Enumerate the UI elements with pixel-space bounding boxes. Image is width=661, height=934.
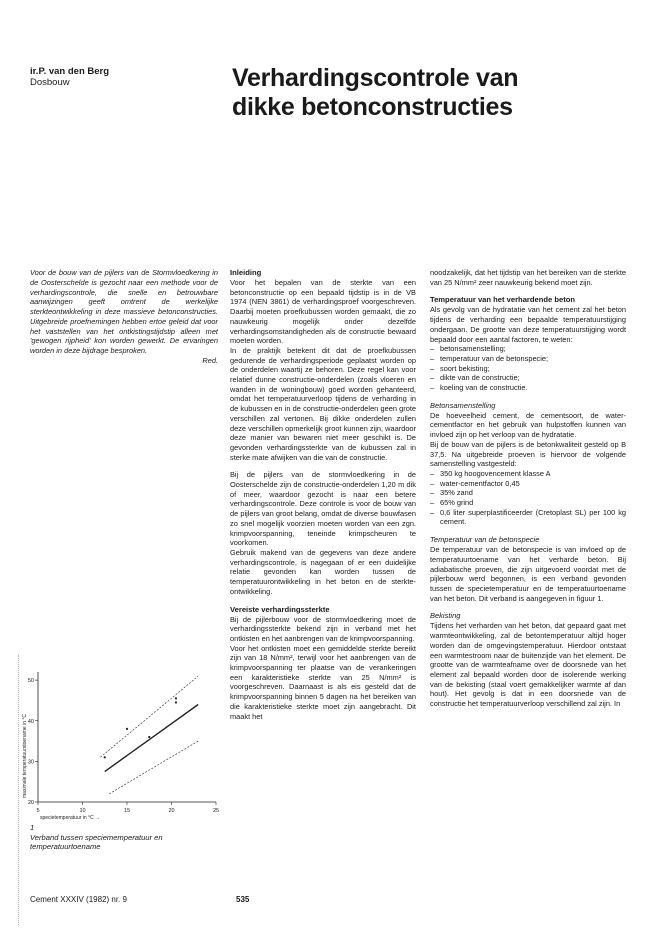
x-tick-label: 20 [168, 808, 175, 814]
paragraph: Bij de pijlerbouw voor de stormvloedkering moet de verhardingssterkte bekend zijn in verband met het ontkisten en het aanbrengen van de krimpvoorspanning. [230, 614, 416, 643]
column-2 [230, 268, 416, 721]
paragraph: Tijdens het verharden van het beton, dat gepaard gaat met warmteontwikkeling, zal de betontemperatuur altijd hoger worden dan de omgevingstemperatuur. Hierdoor ontstaat een warmtestroom naar de buitenzijde van het element. De grootte van de warmteafname over de doorsnede van het element zal bepaald worden door de isolerende werking van de bekisting (staal voert gemakkelijker warmte af dan hout). Het gevolg is dat in een doorsnede van de constructie het temperatuurverloop verschillend zal zijn. In [430, 621, 626, 709]
list-item: – water-cementfactor 0,45 [430, 479, 626, 489]
intro-text: Voor de bouw van de pijlers van de Stormvloedkering in de Oosterschelde is gezocht naar een methode voor de verhardingscontrole, die snelle en betrouwbare aanwijzingen geeft omtrent de werkelijke sterkteontwikkeling in deze massieve betonconstructies. Uitgebreide proefnemingen hebben ertoe geleid dat voor het vaststellen van het ontkistingstijdstip alleen met 'gewogen rijpheid' kon worden gewerkt. De ervaringen worden in deze bijdrage besproken. [30, 268, 218, 355]
article-title [232, 64, 632, 122]
paragraph: Als gevolg van de hydratatie van het cement zal het beton tijdens de verharding een bepaalde temperatuurstijging ondergaan. De grootte van deze temperatuurstijging wordt bepaald door een aantal factoren, te weten: [430, 305, 626, 344]
paragraph: Bij de pijlers van de stormvloedkering in de Oosterschelde zijn de constructie-onderdelen 1,20 m dik of meer, waardoor gezocht is naar een betere verhardingscontrole. Deze controle is voor de bouw van de pijlers van groot belang, omdat de diverse bouwfasen zo snel mogelijk voorzien moeten worden van een zgn. krimpvoorspanning, teneinde krimpscheuren te voorkomen. [230, 470, 416, 548]
paragraph: De hoeveelheid cement, de cementsoort, de water-cementfactor en het gebruik van hulpstoffen kunnen van invloed zijn op het verloop van de hydratatie. [430, 410, 626, 440]
heading-inleiding: Inleiding [230, 268, 262, 277]
data-point [175, 701, 177, 703]
list-item: – betonsamenstelling; [430, 344, 626, 354]
author-affiliation: Dosbouw [30, 77, 70, 88]
page-number: 535 [236, 895, 250, 904]
heading-vereiste: Vereiste verhardingssterkte [230, 604, 330, 614]
paragraph: Bij de bouw van de pijlers is de betonkwaliteit gesteld op B 37,5. Na uitgebreide proeven is hiervoor de volgende samenstelling vastgesteld: [430, 439, 626, 469]
y-tick-label: 20 [27, 800, 34, 806]
data-point [148, 736, 150, 738]
figure-number: 1 [30, 823, 35, 832]
list-item: – soort bekisting; [430, 364, 626, 374]
figure-caption-text: Verband tussen speciетemperatuur en temperatuurtoename [30, 832, 163, 852]
paragraph: Voor het ontkisten moet een gemiddelde sterkte bereikt zijn van 18 N/mm², terwijl voor het aanbrengen van de krimpvoorspanning ter plaatse van de verankeringen een karakteristieke sterkte van 25 N/mm² is voorgeschreven. Daarnaast is als eis gesteld dat de krimpvoorspanning binnen 5 dagen na het bereiken van die karakteristieke sterkte moet zijn aangebracht. Dit maakt het [230, 643, 416, 721]
factor-list [430, 344, 626, 393]
y-tick-label: 40 [27, 718, 34, 725]
heading-betonspecie: Temperatuur van de betonspecie [430, 535, 540, 545]
list-item: – koeling van de constructie. [430, 383, 626, 393]
title-line-2: dikke betonconstructies [232, 93, 513, 121]
x-tick-label: 25 [212, 808, 220, 814]
x-tick-label: 15 [123, 808, 131, 814]
editor-mark: Red. [202, 355, 218, 365]
list-item: – 65% grind [430, 498, 626, 508]
paragraph: noodzakelijk, dat het tijdstip van het bereiken van de sterkte van 25 N/mm² zeer nauwkeurig bekend moet zijn. [430, 268, 626, 287]
column-3 [430, 268, 626, 709]
y-tick-label: 30 [27, 759, 34, 766]
lower-bound-line [109, 741, 198, 794]
paragraph: De temperatuur van de betonspecie is van invloed op de temperatuurtoename van het verharde beton. Bij adiabatische proeven, die zijn uitgevoerd voordat met de pijlerbouw werd begonnen, is een verband gevonden tussen de specietemperatuur en de temperatuurtoename van het beton. Dit verband is aangegeven in figuur 1. [430, 545, 626, 603]
data-point [175, 697, 177, 699]
paragraph: Gebruik makend van de gegevens van deze andere verhardingscontrole, is nagegaan of er een duidelijke relatie gevonden kan worden tussen de temperatuurontwikkeling in het beton en de sterkte-ontwikkeling. [230, 547, 416, 596]
data-point [126, 728, 128, 730]
x-tick-label: 10 [79, 808, 86, 814]
y-axis-label: maximale temperatuurstoename in °C [22, 714, 28, 798]
heading-betonsamenstelling: Betonsamenstelling [430, 400, 496, 410]
x-tick-label: 5 [36, 808, 40, 814]
y-tick-label: 50 [27, 678, 34, 685]
list-item: – 350 kg hoogovencement klasse A [430, 469, 626, 479]
x-axis-label: specietemperatuur in °C → [40, 815, 101, 821]
upper-bound-line [100, 676, 198, 757]
author-name: ir.P. van den Berg [30, 66, 110, 77]
author-block [30, 66, 109, 88]
figure-1-chart [18, 662, 228, 822]
data-point [104, 756, 106, 758]
heading-temperatuur: Temperatuur van het verhardende beton [430, 295, 576, 305]
list-item: – temperatuur van de betonspecie; [430, 354, 626, 364]
title-line-1: Verhardingscontrole van [232, 64, 519, 92]
figure-caption [30, 823, 220, 852]
journal-footer: Cement XXXIV (1982) nr. 9 [30, 895, 127, 904]
paragraph: In de praktijk betekent dit dat de proefkubussen gedurende de verhardingsperiode geplaatst worden op de onderdelen waartij ze behoren. Deze regel kan voor relatief dunne constructie-onderdelen (zoals vloeren en wanden in de woningbouw) goed worden gehanteerd, omdat het temperatuurverloop tijdens de verharding in de kubussen en in de constructie-onderdelen geen grote verschillen zal vertonen. Bij dikke onderdelen zullen deze verschillen opmerkelijk groot kunnen zijn, waardoor deze manier van bewaren niet meer geschikt is. De gevonden verhardingssterkte van de kubussen zal in sterke mate afwijken van die van de constructie. [230, 345, 416, 462]
paragraph: Voor het bepalen van de sterkte van een betonconstructie op een bepaald tijdstip is in de VB 1974 (NEN 3861) de verhardingsproef voorgeschreven. Daarbij moeten proefkubussen worden gemaakt, die zo nauwkeurig mogelijk onder dezelfde verhardingsomstandigheden als de constructie bewaard moeten worden. [230, 278, 416, 346]
heading-bekisting: Bekisting [430, 611, 461, 621]
intro-abstract [30, 268, 218, 366]
list-item: – dikte van de constructie; [430, 373, 626, 383]
list-item: – 0,6 liter superplastificeerder (Cretoplast SL) per 100 kg cement. [430, 508, 626, 527]
recipe-list [430, 469, 626, 527]
list-item: – 35% zand [430, 488, 626, 498]
